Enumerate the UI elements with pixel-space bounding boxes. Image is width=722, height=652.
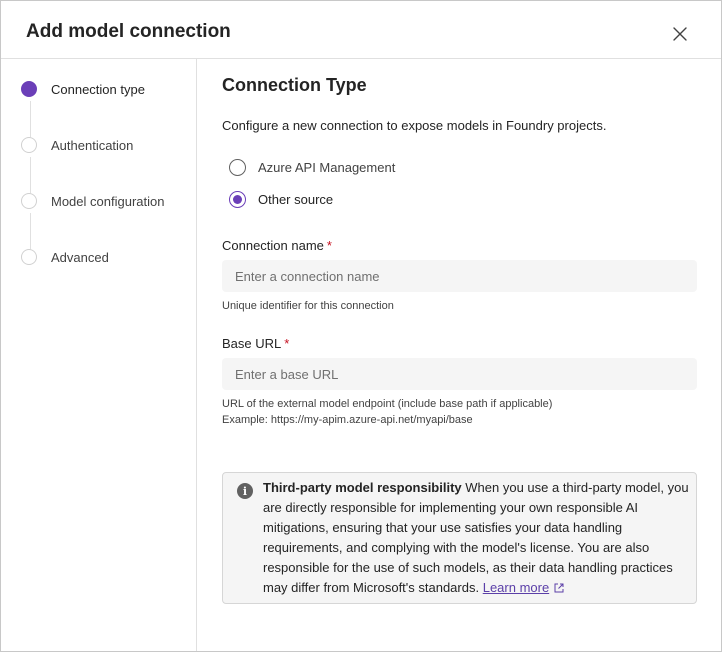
connection-name-hint: Unique identifier for this connection	[222, 300, 394, 312]
option-label: Azure API Management	[258, 159, 396, 175]
step-model-configuration[interactable]	[21, 189, 164, 213]
info-icon: i	[237, 483, 253, 499]
step-pending-icon	[21, 249, 37, 265]
step-label: Advanced	[51, 249, 109, 265]
radio-checked-icon	[229, 191, 246, 208]
step-connector	[30, 157, 31, 193]
required-marker: *	[284, 336, 290, 351]
close-button[interactable]	[665, 19, 695, 49]
notice-title: Third-party model responsibility	[263, 480, 462, 495]
connection-name-input[interactable]	[222, 260, 697, 292]
wizard-steps	[1, 59, 197, 651]
option-label: Other source	[258, 191, 334, 207]
close-icon	[672, 26, 688, 42]
external-link-icon	[553, 582, 565, 594]
option-other-source[interactable]	[229, 189, 333, 209]
base-url-input[interactable]	[222, 358, 697, 390]
step-connection-type[interactable]	[21, 77, 145, 101]
connection-name-label: Connection name *	[222, 238, 332, 253]
step-label: Authentication	[51, 137, 134, 153]
step-current-icon	[21, 81, 37, 97]
step-authentication[interactable]	[21, 133, 133, 157]
learn-more-link[interactable]: Learn more	[483, 580, 565, 595]
notice-text	[263, 478, 691, 598]
base-url-hint: URL of the external model endpoint (include base path if applicable) Example: https://my-apim.azure-api.net/myapi/base	[222, 398, 553, 426]
base-url-label: Base URL *	[222, 336, 290, 351]
step-pending-icon	[21, 193, 37, 209]
dialog-header	[1, 1, 721, 59]
required-marker: *	[326, 238, 332, 253]
step-connector	[30, 213, 31, 249]
dialog-title: Add model connection	[26, 21, 231, 42]
step-label: Connection type	[51, 81, 145, 97]
section-heading: Connection Type	[222, 75, 367, 95]
step-label: Model configuration	[51, 193, 165, 209]
section-description: Configure a new connection to expose models in Foundry projects.	[222, 118, 607, 133]
step-pending-icon	[21, 137, 37, 153]
option-azure-api-management[interactable]	[229, 157, 395, 177]
notice-body: When you use a third-party model, you are directly responsible for implementing your own responsible AI mitigations, ensuring that your use satisfies your data handling requirements, and complying with the model's license. You are also responsible for the use of such models, as their data handling practices may differ from Microsoft's standards.	[263, 480, 689, 595]
step-connector	[30, 101, 31, 137]
step-advanced[interactable]	[21, 245, 109, 269]
responsibility-notice	[222, 472, 697, 604]
radio-unchecked-icon	[229, 159, 246, 176]
